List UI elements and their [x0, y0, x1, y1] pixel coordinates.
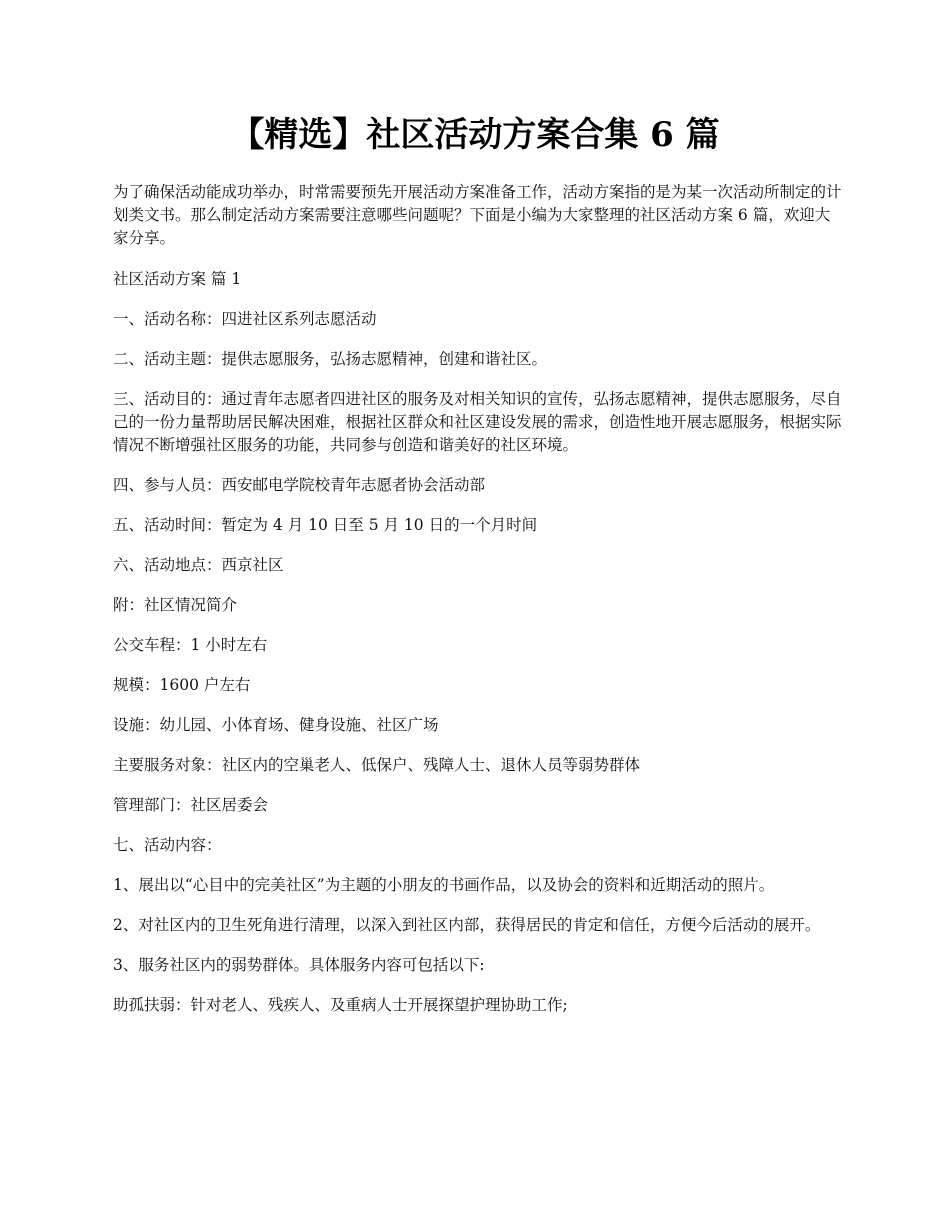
participants: 四、参与人员：西安邮电学院校青年志愿者协会活动部: [113, 476, 486, 494]
management-department: 管理部门：社区居委会: [113, 796, 269, 814]
activity-theme: 二、活动主题：提供志愿服务，弘扬志愿精神，创建和谐社区。: [113, 350, 548, 368]
document-title: 【精选】社区活动方案合集 6 篇: [230, 115, 720, 155]
activity-location: 六、活动地点：西京社区: [113, 556, 284, 574]
section-heading: 社区活动方案 篇 1: [113, 270, 242, 288]
activity-content-heading: 七、活动内容：: [113, 836, 222, 854]
activity-purpose: 三、活动目的：通过青年志愿者四进社区的服务及对相关知识的宣传，弘扬志愿精神，提供志愿服务，尽自己的一份力量帮助居民解决困难，根据社区群众和社区建设发展的需求，创造性地开展志愿服务，根据实际情况不断增强社区服务的功能，共同参与创造和谐美好的社区环境。: [113, 390, 842, 454]
service-targets: 主要服务对象：社区内的空巢老人、低保户、残障人士、退休人员等弱势群体: [113, 756, 641, 774]
document-body: [113, 181, 843, 1034]
bus-travel-time: 公交车程：1 小时左右: [113, 636, 268, 654]
community-scale: 规模：1600 户左右: [113, 676, 251, 694]
intro-paragraph: 为了确保活动能成功举办，时常需要预先开展活动方案准备工作，活动方案指的是为某一次活动所制定的计划类文书。那么制定活动方案需要注意哪些问题呢？下面是小编为大家整理的社区活动方案 6 篇，欢迎大家分享。: [113, 183, 842, 247]
content-item-1: 1、展出以“心目中的完美社区”为主题的小朋友的书画作品，以及协会的资料和近期活动的照片。: [113, 876, 775, 894]
activity-time: 五、活动时间：暂定为 4 月 10 日至 5 月 10 日的一个月时间: [113, 516, 538, 534]
appendix-heading: 附：社区情况简介: [113, 596, 238, 614]
content-item-3: 3、服务社区内的弱势群体。具体服务内容可包括以下:: [113, 956, 485, 974]
content-item-2: 2、对社区内的卫生死角进行清理，以深入到社区内部，获得居民的肯定和信任，方便今后活动的展开。: [113, 916, 821, 934]
activity-name: 一、活动名称：四进社区系列志愿活动: [113, 310, 377, 328]
community-facilities: 设施：幼儿园、小体育场、健身设施、社区广场: [113, 716, 439, 734]
support-vulnerable: 助孤扶弱：针对老人、残疾人、及重病人士开展探望护理协助工作;: [113, 996, 568, 1014]
